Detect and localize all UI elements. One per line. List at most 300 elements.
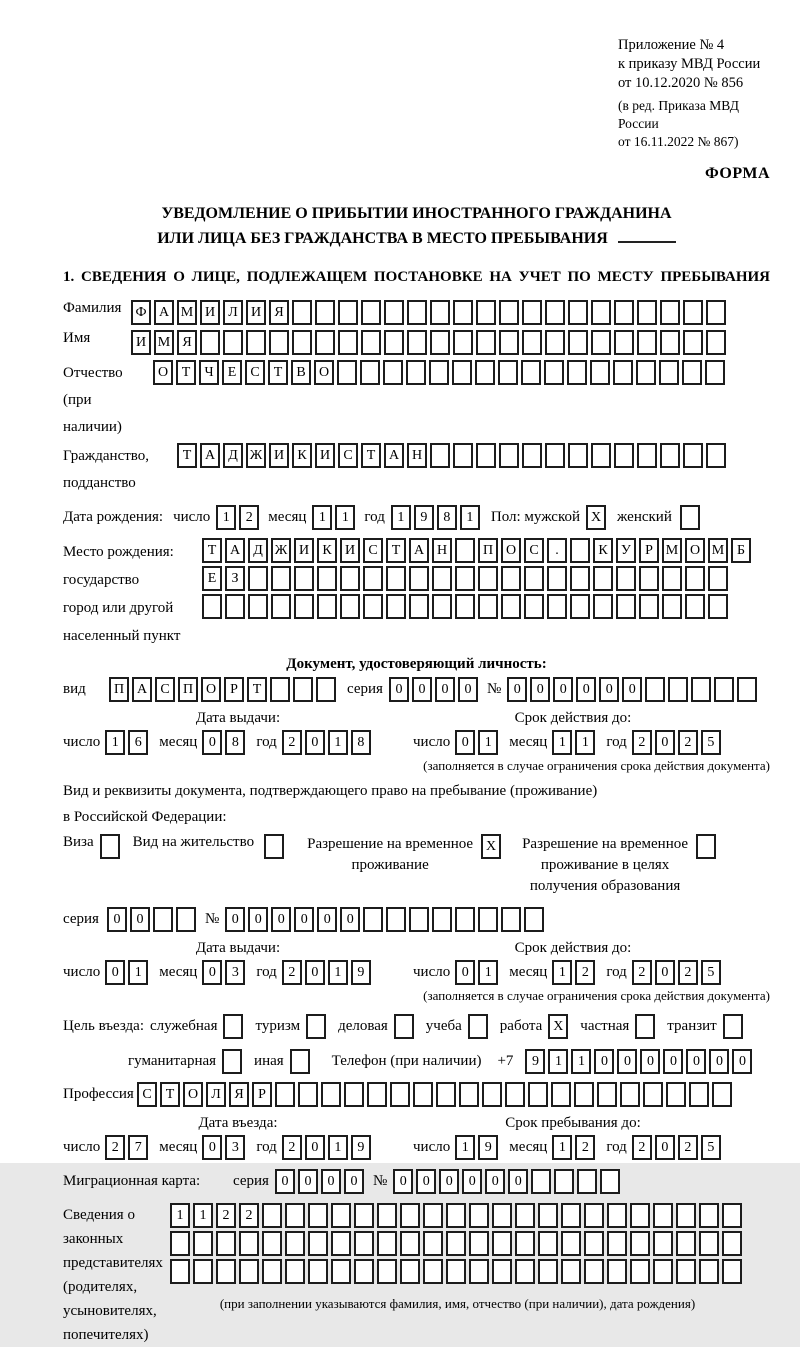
char-cell[interactable]: И <box>246 300 266 325</box>
char-cell[interactable]: М <box>662 538 682 563</box>
char-cell[interactable]: 1 <box>571 1049 591 1074</box>
char-cell[interactable] <box>567 360 587 385</box>
char-cell[interactable]: 1 <box>575 730 595 755</box>
char-cell[interactable] <box>308 1203 328 1228</box>
char-cell[interactable]: 2 <box>678 1135 698 1160</box>
char-cell[interactable] <box>432 907 452 932</box>
char-cell[interactable] <box>653 1259 673 1284</box>
char-cell[interactable] <box>545 443 565 468</box>
char-cell[interactable]: 0 <box>321 1169 341 1194</box>
char-cell[interactable]: Л <box>206 1082 226 1107</box>
char-cell[interactable] <box>446 1203 466 1228</box>
char-cell[interactable]: М <box>177 300 197 325</box>
char-cell[interactable]: 0 <box>202 960 222 985</box>
char-cell[interactable] <box>706 443 726 468</box>
char-cell[interactable] <box>691 677 711 702</box>
char-cell[interactable]: С <box>137 1082 157 1107</box>
char-cell[interactable] <box>706 300 726 325</box>
char-cell[interactable] <box>270 677 290 702</box>
char-cell[interactable] <box>262 1203 282 1228</box>
char-cell[interactable]: 1 <box>328 960 348 985</box>
char-cell[interactable] <box>290 1049 310 1074</box>
char-cell[interactable]: Т <box>202 538 222 563</box>
char-cell[interactable]: 8 <box>225 730 245 755</box>
char-cell[interactable] <box>635 1014 655 1039</box>
char-cell[interactable] <box>354 1231 374 1256</box>
char-cell[interactable] <box>285 1231 305 1256</box>
char-cell[interactable]: 0 <box>271 907 291 932</box>
char-cell[interactable]: 1 <box>328 1135 348 1160</box>
char-cell[interactable] <box>660 443 680 468</box>
char-cell[interactable] <box>386 594 406 619</box>
char-cell[interactable] <box>591 300 611 325</box>
char-cell[interactable]: Т <box>177 443 197 468</box>
char-cell[interactable] <box>475 360 495 385</box>
char-cell[interactable]: В <box>291 360 311 385</box>
char-cell[interactable] <box>423 1203 443 1228</box>
char-cell[interactable] <box>706 330 726 355</box>
char-cell[interactable]: Т <box>268 360 288 385</box>
char-cell[interactable]: 0 <box>458 677 478 702</box>
char-cell[interactable] <box>315 300 335 325</box>
char-cell[interactable] <box>584 1259 604 1284</box>
char-cell[interactable] <box>544 360 564 385</box>
char-cell[interactable] <box>482 1082 502 1107</box>
char-cell[interactable]: 3 <box>225 1135 245 1160</box>
char-cell[interactable]: Я <box>229 1082 249 1107</box>
char-cell[interactable]: О <box>153 360 173 385</box>
char-cell[interactable]: 0 <box>275 1169 295 1194</box>
char-cell[interactable] <box>361 300 381 325</box>
char-cell[interactable] <box>683 443 703 468</box>
char-cell[interactable]: 1 <box>552 730 572 755</box>
char-cell[interactable] <box>737 677 757 702</box>
char-cell[interactable]: И <box>340 538 360 563</box>
char-cell[interactable] <box>689 1082 709 1107</box>
char-cell[interactable] <box>308 1231 328 1256</box>
char-cell[interactable]: 2 <box>632 960 652 985</box>
char-cell[interactable] <box>636 360 656 385</box>
char-cell[interactable] <box>308 1259 328 1284</box>
char-cell[interactable] <box>616 594 636 619</box>
char-cell[interactable]: 0 <box>732 1049 752 1074</box>
char-cell[interactable] <box>680 505 700 530</box>
char-cell[interactable] <box>492 1203 512 1228</box>
char-cell[interactable] <box>271 566 291 591</box>
char-cell[interactable] <box>492 1231 512 1256</box>
char-cell[interactable]: 0 <box>530 677 550 702</box>
char-cell[interactable] <box>409 566 429 591</box>
char-cell[interactable] <box>264 834 284 859</box>
char-cell[interactable]: X <box>481 834 501 859</box>
char-cell[interactable] <box>344 1082 364 1107</box>
char-cell[interactable]: 9 <box>525 1049 545 1074</box>
char-cell[interactable] <box>574 1082 594 1107</box>
char-cell[interactable] <box>597 1082 617 1107</box>
char-cell[interactable]: 0 <box>344 1169 364 1194</box>
char-cell[interactable] <box>547 594 567 619</box>
char-cell[interactable]: X <box>586 505 606 530</box>
char-cell[interactable]: 1 <box>455 1135 475 1160</box>
char-cell[interactable] <box>377 1259 397 1284</box>
char-cell[interactable] <box>430 300 450 325</box>
char-cell[interactable] <box>377 1203 397 1228</box>
char-cell[interactable] <box>584 1203 604 1228</box>
char-cell[interactable] <box>591 330 611 355</box>
char-cell[interactable] <box>294 594 314 619</box>
char-cell[interactable] <box>468 1014 488 1039</box>
char-cell[interactable]: 0 <box>599 677 619 702</box>
char-cell[interactable]: Т <box>247 677 267 702</box>
char-cell[interactable]: 1 <box>478 960 498 985</box>
char-cell[interactable] <box>360 360 380 385</box>
char-cell[interactable]: 6 <box>128 730 148 755</box>
char-cell[interactable]: Б <box>731 538 751 563</box>
char-cell[interactable]: С <box>524 538 544 563</box>
char-cell[interactable] <box>386 566 406 591</box>
char-cell[interactable]: А <box>200 443 220 468</box>
char-cell[interactable]: 0 <box>553 677 573 702</box>
char-cell[interactable] <box>524 566 544 591</box>
char-cell[interactable]: 0 <box>576 677 596 702</box>
char-cell[interactable] <box>275 1082 295 1107</box>
char-cell[interactable] <box>248 594 268 619</box>
char-cell[interactable] <box>683 300 703 325</box>
char-cell[interactable]: 2 <box>282 730 302 755</box>
char-cell[interactable]: С <box>155 677 175 702</box>
char-cell[interactable] <box>452 360 472 385</box>
char-cell[interactable]: 0 <box>455 730 475 755</box>
char-cell[interactable] <box>637 330 657 355</box>
char-cell[interactable] <box>683 330 703 355</box>
char-cell[interactable] <box>406 360 426 385</box>
char-cell[interactable]: Ф <box>131 300 151 325</box>
char-cell[interactable] <box>383 360 403 385</box>
char-cell[interactable] <box>292 300 312 325</box>
char-cell[interactable] <box>593 566 613 591</box>
char-cell[interactable]: О <box>314 360 334 385</box>
char-cell[interactable]: Т <box>386 538 406 563</box>
char-cell[interactable]: Т <box>160 1082 180 1107</box>
char-cell[interactable] <box>696 834 716 859</box>
char-cell[interactable]: 0 <box>485 1169 505 1194</box>
char-cell[interactable]: 0 <box>317 907 337 932</box>
char-cell[interactable]: 2 <box>575 960 595 985</box>
char-cell[interactable] <box>660 300 680 325</box>
char-cell[interactable] <box>216 1259 236 1284</box>
char-cell[interactable] <box>453 443 473 468</box>
char-cell[interactable] <box>478 566 498 591</box>
char-cell[interactable] <box>699 1203 719 1228</box>
char-cell[interactable] <box>239 1231 259 1256</box>
char-cell[interactable] <box>337 360 357 385</box>
char-cell[interactable]: Д <box>248 538 268 563</box>
char-cell[interactable] <box>554 1169 574 1194</box>
char-cell[interactable]: А <box>225 538 245 563</box>
char-cell[interactable]: М <box>708 538 728 563</box>
char-cell[interactable]: 0 <box>202 1135 222 1160</box>
char-cell[interactable] <box>600 1169 620 1194</box>
char-cell[interactable] <box>170 1231 190 1256</box>
char-cell[interactable] <box>317 566 337 591</box>
char-cell[interactable] <box>676 1231 696 1256</box>
char-cell[interactable] <box>331 1259 351 1284</box>
char-cell[interactable] <box>492 1259 512 1284</box>
char-cell[interactable] <box>584 1231 604 1256</box>
char-cell[interactable] <box>522 443 542 468</box>
char-cell[interactable] <box>613 360 633 385</box>
char-cell[interactable] <box>607 1259 627 1284</box>
char-cell[interactable]: П <box>178 677 198 702</box>
char-cell[interactable]: Ж <box>271 538 291 563</box>
char-cell[interactable] <box>591 443 611 468</box>
char-cell[interactable]: 0 <box>107 907 127 932</box>
char-cell[interactable] <box>676 1203 696 1228</box>
char-cell[interactable] <box>446 1231 466 1256</box>
char-cell[interactable] <box>682 360 702 385</box>
char-cell[interactable] <box>306 1014 326 1039</box>
char-cell[interactable] <box>561 1231 581 1256</box>
char-cell[interactable] <box>223 330 243 355</box>
char-cell[interactable] <box>607 1203 627 1228</box>
char-cell[interactable]: 0 <box>248 907 268 932</box>
char-cell[interactable] <box>568 443 588 468</box>
char-cell[interactable]: Д <box>223 443 243 468</box>
char-cell[interactable]: 0 <box>655 1135 675 1160</box>
char-cell[interactable] <box>668 677 688 702</box>
char-cell[interactable]: О <box>183 1082 203 1107</box>
char-cell[interactable] <box>705 360 725 385</box>
char-cell[interactable] <box>377 1231 397 1256</box>
char-cell[interactable]: 1 <box>552 1135 572 1160</box>
char-cell[interactable] <box>455 907 475 932</box>
char-cell[interactable]: О <box>201 677 221 702</box>
char-cell[interactable]: 2 <box>282 960 302 985</box>
char-cell[interactable] <box>699 1259 719 1284</box>
char-cell[interactable] <box>423 1259 443 1284</box>
char-cell[interactable] <box>361 330 381 355</box>
char-cell[interactable] <box>570 594 590 619</box>
char-cell[interactable] <box>294 566 314 591</box>
char-cell[interactable] <box>409 907 429 932</box>
char-cell[interactable] <box>545 300 565 325</box>
char-cell[interactable] <box>538 1231 558 1256</box>
char-cell[interactable] <box>524 907 544 932</box>
char-cell[interactable]: 0 <box>305 960 325 985</box>
char-cell[interactable] <box>630 1231 650 1256</box>
char-cell[interactable]: 2 <box>282 1135 302 1160</box>
char-cell[interactable] <box>200 330 220 355</box>
char-cell[interactable] <box>568 300 588 325</box>
char-cell[interactable] <box>637 300 657 325</box>
char-cell[interactable]: 1 <box>312 505 332 530</box>
char-cell[interactable]: 2 <box>575 1135 595 1160</box>
char-cell[interactable] <box>394 1014 414 1039</box>
char-cell[interactable] <box>390 1082 410 1107</box>
char-cell[interactable] <box>340 594 360 619</box>
char-cell[interactable] <box>153 907 173 932</box>
char-cell[interactable] <box>469 1231 489 1256</box>
char-cell[interactable] <box>568 330 588 355</box>
char-cell[interactable] <box>354 1203 374 1228</box>
char-cell[interactable] <box>317 594 337 619</box>
char-cell[interactable] <box>176 907 196 932</box>
char-cell[interactable] <box>531 1169 551 1194</box>
char-cell[interactable] <box>501 566 521 591</box>
char-cell[interactable] <box>407 300 427 325</box>
char-cell[interactable]: Т <box>361 443 381 468</box>
char-cell[interactable] <box>653 1231 673 1256</box>
char-cell[interactable] <box>662 594 682 619</box>
char-cell[interactable] <box>285 1203 305 1228</box>
char-cell[interactable] <box>400 1259 420 1284</box>
char-cell[interactable]: С <box>338 443 358 468</box>
char-cell[interactable] <box>476 443 496 468</box>
char-cell[interactable] <box>538 1203 558 1228</box>
char-cell[interactable] <box>407 330 427 355</box>
char-cell[interactable] <box>202 594 222 619</box>
char-cell[interactable]: 0 <box>340 907 360 932</box>
char-cell[interactable] <box>708 566 728 591</box>
char-cell[interactable] <box>367 1082 387 1107</box>
char-cell[interactable]: Ч <box>199 360 219 385</box>
char-cell[interactable] <box>271 594 291 619</box>
char-cell[interactable]: 0 <box>105 960 125 985</box>
char-cell[interactable] <box>515 1231 535 1256</box>
char-cell[interactable] <box>331 1231 351 1256</box>
char-cell[interactable] <box>298 1082 318 1107</box>
char-cell[interactable]: А <box>132 677 152 702</box>
char-cell[interactable]: 0 <box>709 1049 729 1074</box>
char-cell[interactable] <box>614 330 634 355</box>
char-cell[interactable] <box>476 330 496 355</box>
char-cell[interactable] <box>429 360 449 385</box>
char-cell[interactable] <box>607 1231 627 1256</box>
char-cell[interactable] <box>316 677 336 702</box>
char-cell[interactable]: Р <box>224 677 244 702</box>
char-cell[interactable] <box>100 834 120 859</box>
char-cell[interactable] <box>708 594 728 619</box>
char-cell[interactable] <box>293 677 313 702</box>
char-cell[interactable]: 0 <box>412 677 432 702</box>
char-cell[interactable]: 3 <box>225 960 245 985</box>
char-cell[interactable]: Я <box>177 330 197 355</box>
char-cell[interactable] <box>455 594 475 619</box>
char-cell[interactable] <box>262 1259 282 1284</box>
char-cell[interactable] <box>354 1259 374 1284</box>
char-cell[interactable]: 9 <box>414 505 434 530</box>
char-cell[interactable]: 1 <box>460 505 480 530</box>
char-cell[interactable]: И <box>200 300 220 325</box>
char-cell[interactable] <box>501 907 521 932</box>
char-cell[interactable]: 9 <box>351 960 371 985</box>
char-cell[interactable] <box>269 330 289 355</box>
char-cell[interactable] <box>338 300 358 325</box>
char-cell[interactable] <box>315 330 335 355</box>
char-cell[interactable]: 0 <box>298 1169 318 1194</box>
char-cell[interactable] <box>577 1169 597 1194</box>
char-cell[interactable]: К <box>593 538 613 563</box>
char-cell[interactable] <box>590 360 610 385</box>
char-cell[interactable]: А <box>409 538 429 563</box>
char-cell[interactable] <box>239 1259 259 1284</box>
char-cell[interactable] <box>722 1259 742 1284</box>
char-cell[interactable] <box>430 443 450 468</box>
char-cell[interactable] <box>432 594 452 619</box>
char-cell[interactable] <box>630 1259 650 1284</box>
char-cell[interactable]: 0 <box>202 730 222 755</box>
char-cell[interactable] <box>653 1203 673 1228</box>
char-cell[interactable] <box>593 594 613 619</box>
char-cell[interactable] <box>499 330 519 355</box>
char-cell[interactable] <box>363 566 383 591</box>
char-cell[interactable] <box>515 1203 535 1228</box>
char-cell[interactable]: 1 <box>216 505 236 530</box>
char-cell[interactable]: 0 <box>294 907 314 932</box>
char-cell[interactable]: 9 <box>478 1135 498 1160</box>
char-cell[interactable] <box>551 1082 571 1107</box>
char-cell[interactable]: 2 <box>678 730 698 755</box>
char-cell[interactable]: У <box>616 538 636 563</box>
char-cell[interactable]: И <box>315 443 335 468</box>
char-cell[interactable] <box>666 1082 686 1107</box>
char-cell[interactable]: Н <box>432 538 452 563</box>
char-cell[interactable] <box>499 443 519 468</box>
char-cell[interactable]: С <box>245 360 265 385</box>
char-cell[interactable] <box>216 1231 236 1256</box>
char-cell[interactable]: 2 <box>632 730 652 755</box>
char-cell[interactable]: 1 <box>335 505 355 530</box>
char-cell[interactable]: . <box>547 538 567 563</box>
char-cell[interactable] <box>338 330 358 355</box>
char-cell[interactable]: Я <box>269 300 289 325</box>
char-cell[interactable] <box>453 300 473 325</box>
char-cell[interactable] <box>446 1259 466 1284</box>
char-cell[interactable]: 0 <box>462 1169 482 1194</box>
char-cell[interactable] <box>193 1231 213 1256</box>
char-cell[interactable] <box>515 1259 535 1284</box>
char-cell[interactable]: К <box>317 538 337 563</box>
char-cell[interactable] <box>501 594 521 619</box>
char-cell[interactable]: 0 <box>435 677 455 702</box>
char-cell[interactable] <box>643 1082 663 1107</box>
char-cell[interactable]: 0 <box>508 1169 528 1194</box>
char-cell[interactable]: 7 <box>128 1135 148 1160</box>
char-cell[interactable]: 1 <box>391 505 411 530</box>
char-cell[interactable]: 2 <box>678 960 698 985</box>
char-cell[interactable]: 1 <box>478 730 498 755</box>
char-cell[interactable] <box>246 330 266 355</box>
char-cell[interactable] <box>222 1049 242 1074</box>
char-cell[interactable] <box>712 1082 732 1107</box>
char-cell[interactable] <box>436 1082 456 1107</box>
char-cell[interactable] <box>522 300 542 325</box>
char-cell[interactable] <box>248 566 268 591</box>
char-cell[interactable]: 1 <box>552 960 572 985</box>
char-cell[interactable]: К <box>292 443 312 468</box>
char-cell[interactable]: X <box>548 1014 568 1039</box>
char-cell[interactable]: 5 <box>701 960 721 985</box>
char-cell[interactable] <box>524 594 544 619</box>
char-cell[interactable] <box>478 907 498 932</box>
char-cell[interactable] <box>469 1203 489 1228</box>
char-cell[interactable]: А <box>154 300 174 325</box>
char-cell[interactable] <box>363 594 383 619</box>
char-cell[interactable] <box>685 594 705 619</box>
char-cell[interactable]: Л <box>223 300 243 325</box>
char-cell[interactable] <box>459 1082 479 1107</box>
char-cell[interactable] <box>409 594 429 619</box>
